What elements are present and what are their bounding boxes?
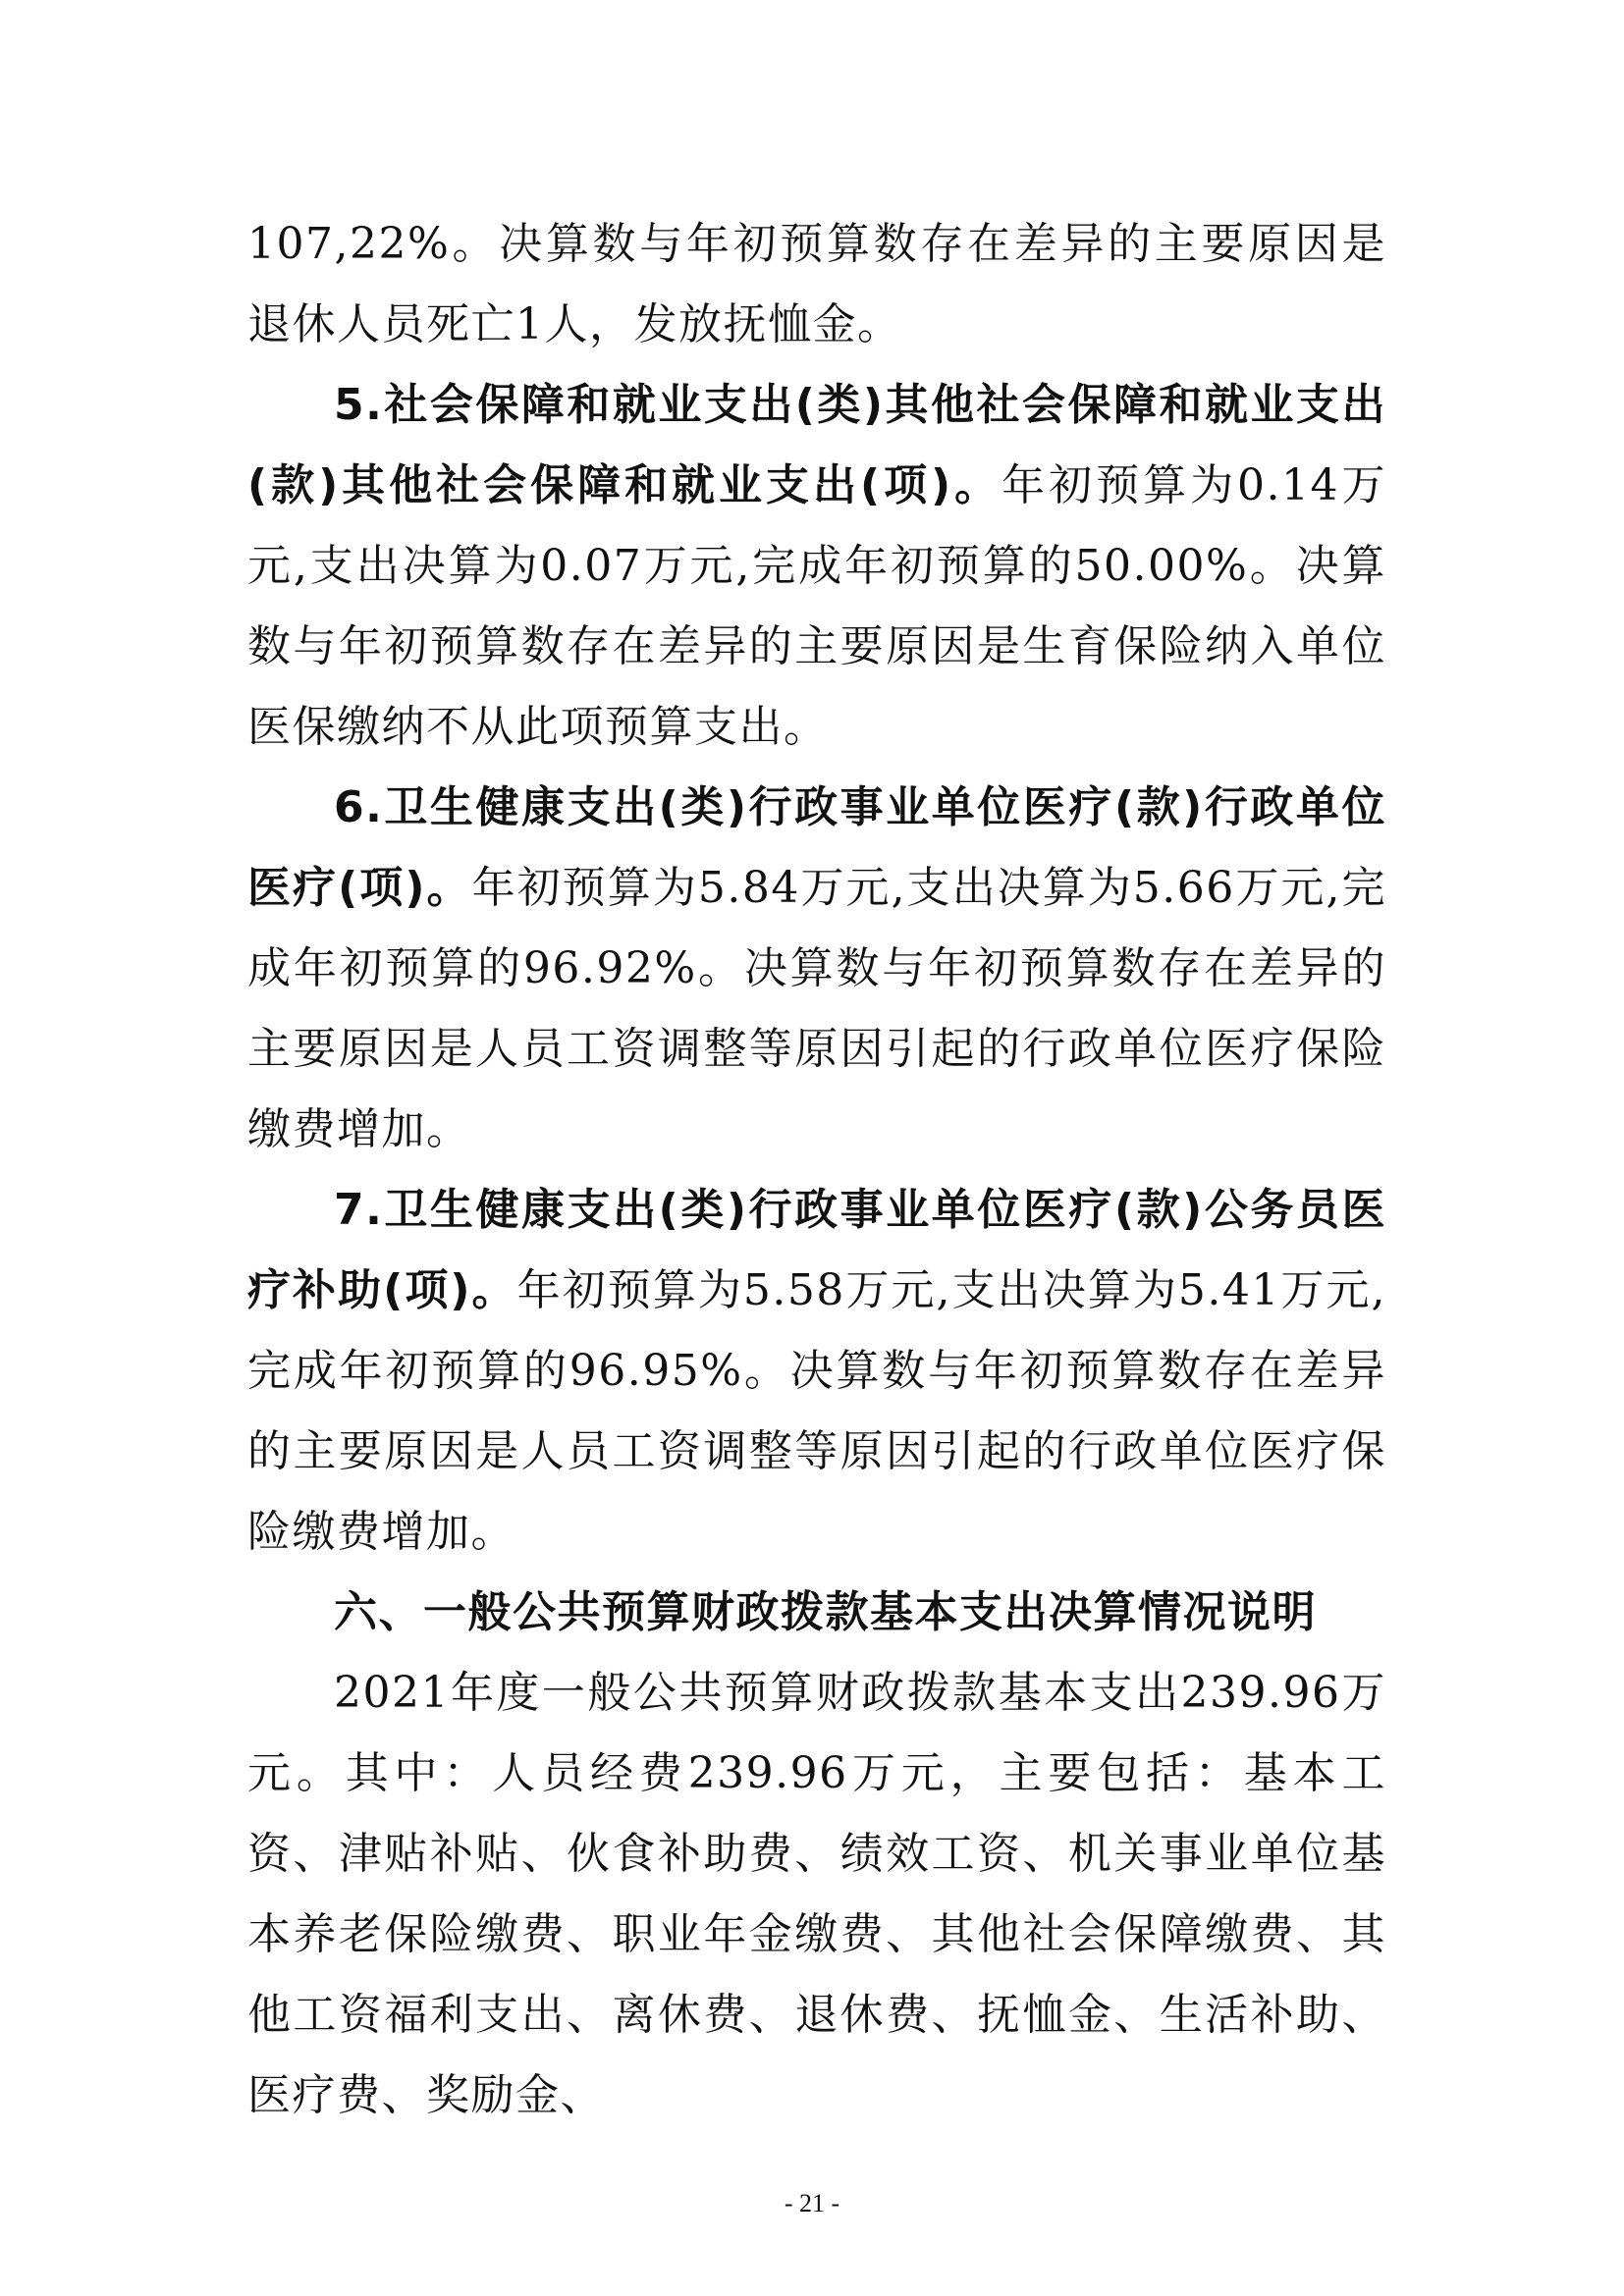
item-6-text: 年初预算为5.84万元,支出决算为5.66万元,完成年初预算的96.92%。决算数与年初预算数存在差异的主要原因是人员工资调整等原因引起的行政单位医疗保险缴费增加。 — [247, 863, 1386, 1154]
paragraph-continuation — [247, 204, 1386, 365]
item-5-text: 年初预算为0.14万元,支出决算为0.07万元,完成年初预算的50.00%。决算数与年初预算数存在差异的主要原因是生育保险纳入单位医保缴纳不从此项预算支出。 — [247, 460, 1387, 752]
item-5-heading: 5.社会保障和就业支出(类)其他社会保障和就业支出(款)其他社会保障和就业支出(项)。 — [247, 380, 1386, 510]
section-paragraph: 2021年度一般公共预算财政拨款基本支出239.96万元。其中：人员经费239.96万元，主要包括：基本工资、津贴补贴、伙食补助费、绩效工资、机关事业单位基本养老保险缴费、职业年金缴费、其他社会保障缴费、其他工资福利支出、离休费、退休费、抚恤金、生活补助、医疗费、奖励金、 — [247, 1668, 1386, 2120]
page-number: - 21 - — [784, 2189, 840, 2217]
item-7-text: 年初预算为5.58万元,支出决算为5.41万元,完成年初预算的96.95%。决算数与年初预算数存在差异的主要原因是人员工资调整等原因引起的行政单位医疗保险缴费增加。 — [247, 1265, 1386, 1557]
paragraph-item-6 — [247, 768, 1386, 1170]
body-text — [247, 204, 1386, 2136]
section-heading: 六、一般公共预算财政拨款基本支出决算情况说明 — [334, 1587, 1317, 1637]
paragraph-item-5 — [247, 365, 1386, 768]
item-6-heading: 6.卫生健康支出(类)行政事业单位医疗(款)行政单位医疗(项)。 — [247, 782, 1386, 913]
paragraph-text: 107,22%。决算数与年初预算数存在差异的主要原因是退休人员死亡1人，发放抚恤金。 — [247, 219, 1386, 349]
paragraph-item-7 — [247, 1170, 1386, 1573]
item-7-heading: 7.卫生健康支出(类)行政事业单位医疗(款)公务员医疗补助(项)。 — [247, 1185, 1386, 1315]
